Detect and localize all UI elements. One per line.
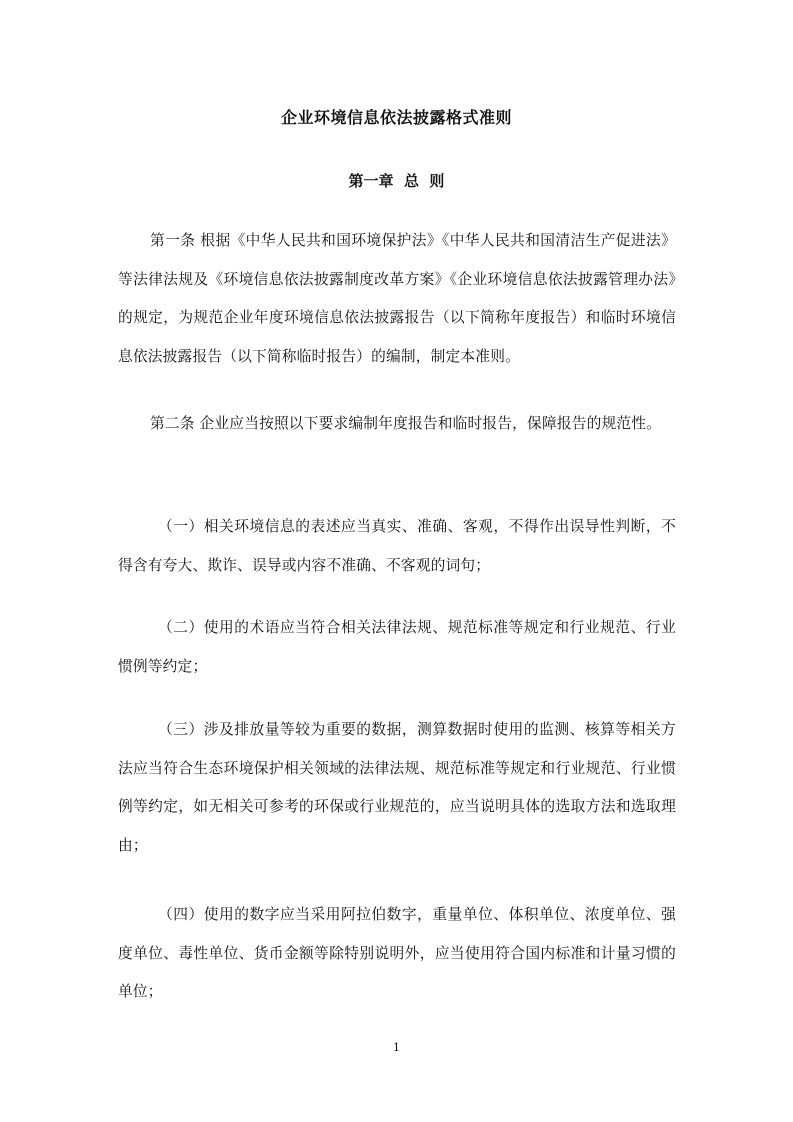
document-title: 企业环境信息依法披露格式准则 xyxy=(280,108,512,127)
paragraph-item-2: （二）使用的术语应当符合相关法律法规、规范标准等规定和行业规范、行业惯例等约定； xyxy=(118,619,676,675)
paragraph-item-1: （一）相关环境信息的表述应当真实、准确、客观，不得作出误导性判断，不得含有夸大、欺诈、误导或内容不准确、不客观的词句； xyxy=(118,518,676,574)
paragraph-item-3: （三）涉及排放量等较为重要的数据，测算数据时使用的监测、核算等相关方法应当符合生态环境保护相关领域的法律法规、规范标准等规定和行业规范、行业惯例等约定，如无相关可参考的环保或行业规范的，应当说明具体的选取方法和选取理由； xyxy=(118,721,676,854)
paragraph-item-4: （四）使用的数字应当采用阿拉伯数字，重量单位、体积单位、浓度单位、强度单位、毒性单位、货币金额等除特别说明外，应当使用符合国内标准和计量习惯的单位； xyxy=(118,906,676,1000)
paragraph-article-1: 第一条 根据《中华人民共和国环境保护法》《中华人民共和国清洁生产促进法》等法律法规及《环境信息依法披露制度改革方案》《企业环境信息依法披露管理办法》的规定，为规范企业年度环境信息依法披露报告（以下简称年度报告）和临时环境信息依法披露报告（以下简称临时报告）的编制，制定本准则。 xyxy=(118,232,676,365)
paragraph-article-2: 第二条 企业应当按照以下要求编制年度报告和临时报告，保障报告的规范性。 xyxy=(150,415,662,432)
page-number: 1 xyxy=(393,1041,400,1054)
chapter-title: 第一章 总 则 xyxy=(348,172,445,190)
